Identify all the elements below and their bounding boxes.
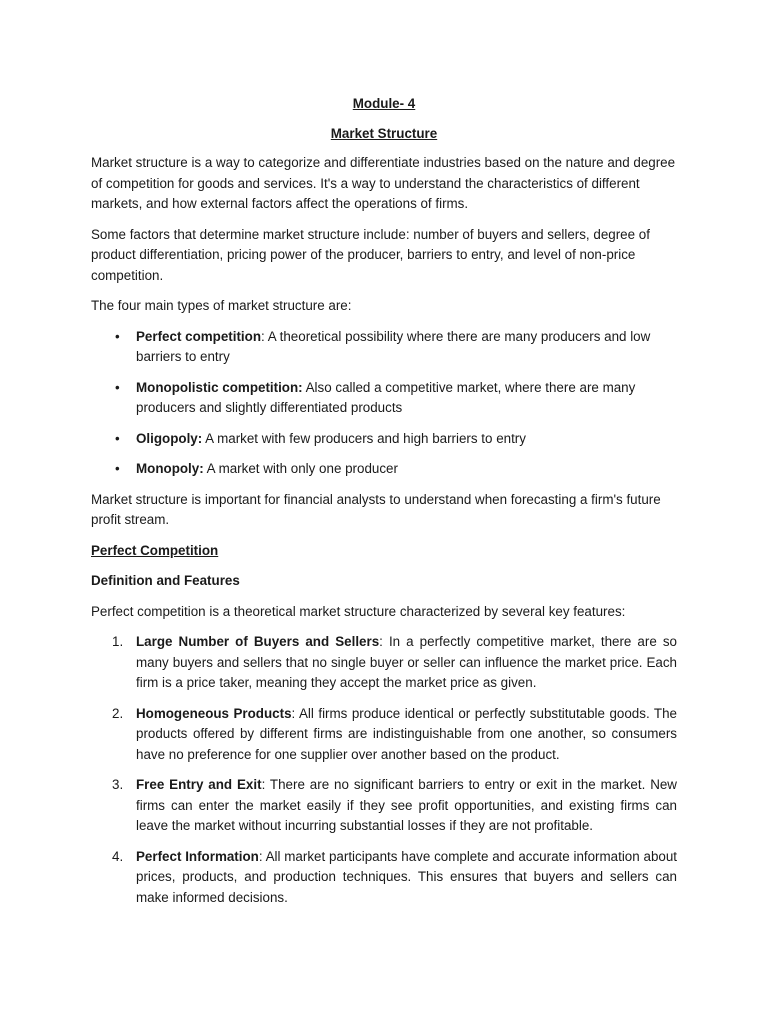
list-item-desc: Also called a competitive market, where there are many producers and slightly differentiated products xyxy=(136,379,636,415)
list-item xyxy=(91,847,677,909)
list-item-term: Large Number of Buyers and Sellers xyxy=(136,634,380,649)
bullet-icon: • xyxy=(115,430,120,446)
features-list xyxy=(91,632,677,908)
list-number: 3. xyxy=(112,777,124,792)
list-item xyxy=(91,459,677,480)
list-item-term: Monopolistic competition: xyxy=(136,379,303,395)
list-item-desc: A market with few producers and high barriers to entry xyxy=(202,430,526,446)
features-intro: Perfect competition is a theoretical market structure characterized by several key features: xyxy=(91,603,626,619)
intro-paragraph-1: Market structure is a way to categorize and differentiate industries based on the nature and degree of competition for goods and services. It's a way to understand the characteristics of different markets, and how external factors affect the operations of firms. xyxy=(91,155,676,211)
list-number: 2. xyxy=(112,705,124,721)
list-item-desc: : There are no significant barriers to entry or exit in the market. New firms can enter the market easily if they see profit opportunities, and existing firms can leave the market without incurring substantial losses if they are not profitable. xyxy=(136,777,677,833)
list-item-term: Oligopoly: xyxy=(136,430,203,446)
list-item-term: Perfect Information xyxy=(136,848,259,864)
bullet-icon: • xyxy=(115,379,120,395)
list-item-desc: A market with only one producer xyxy=(203,461,398,476)
closing-paragraph: Market structure is important for financial analysts to understand when forecasting a firm's future profit stream. xyxy=(91,491,661,527)
list-item-term: Free Entry and Exit xyxy=(136,777,262,792)
bullet-icon: • xyxy=(115,328,120,344)
list-item xyxy=(91,378,677,419)
list-item-term: Monopoly: xyxy=(136,461,204,476)
intro-paragraph-3: The four main types of market structure are: xyxy=(91,298,352,313)
subsection-heading: Definition and Features xyxy=(91,573,240,588)
list-item-term: Perfect competition xyxy=(136,328,262,344)
list-number: 1. xyxy=(112,634,124,649)
page-title: Market Structure xyxy=(330,125,438,141)
list-item-desc: : All firms produce identical or perfectly substitutable goods. The products offered by different firms are indistinguishable from one another, so consumers have no preference for one supplier over another based on the product. xyxy=(136,705,677,762)
market-types-list xyxy=(91,327,677,480)
list-item-term: Homogeneous Products xyxy=(136,705,292,721)
list-number: 4. xyxy=(112,848,124,864)
list-item xyxy=(91,775,677,837)
bullet-icon: • xyxy=(115,461,120,476)
module-heading: Module- 4 xyxy=(352,96,416,111)
section-heading: Perfect Competition xyxy=(91,542,219,558)
list-item-desc: : All market participants have complete and accurate information about prices, products, and production techniques. This ensures that buyers and sellers can make informed decisions. xyxy=(136,848,678,905)
list-item-desc: : In a perfectly competitive market, there are so many buyers and sellers that no single buyer or seller can influence the market price. Each firm is a price taker, meaning they accept the market price as given. xyxy=(136,634,677,690)
list-item-desc: : A theoretical possibility where there are many producers and low barriers to entry xyxy=(136,328,651,364)
list-item xyxy=(91,704,677,766)
intro-paragraph-2: Some factors that determine market structure include: number of buyers and sellers, degree of product differentiation, pricing power of the producer, barriers to entry, and level of non-price competition. xyxy=(91,226,650,283)
list-item xyxy=(91,327,677,368)
list-item xyxy=(91,429,677,450)
list-item xyxy=(91,632,677,694)
